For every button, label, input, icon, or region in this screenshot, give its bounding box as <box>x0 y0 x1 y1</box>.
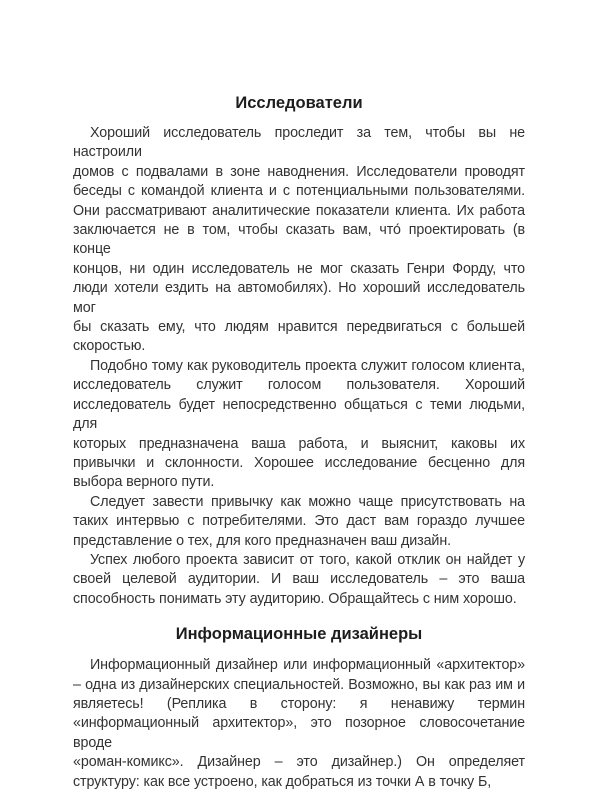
text-line: выбора верного пути. <box>73 474 215 491</box>
text-line: привычки и склонности. Хорошее исследование бесценно для <box>73 454 525 471</box>
page-content <box>73 92 525 792</box>
text-line: представление о тех, для кого предназначен ваш дизайн. <box>73 532 451 549</box>
paragraph <box>73 551 525 609</box>
text-line: своей целевой аудитории. И ваш исследователь – это ваша <box>73 571 525 588</box>
text-line: являетесь! (Реплика в сторону: я ненавижу термин <box>73 695 525 712</box>
text-line: заключается не в том, чтобы сказать вам, что́ проектировать (в конце <box>73 222 525 258</box>
text-line: которых предназначена ваша работа, и выяснит, каковы их <box>73 435 525 452</box>
paragraph <box>73 656 525 792</box>
paragraph <box>73 124 525 357</box>
text-line: структуру: как все устроено, как добраться из точки А в точку Б, <box>73 773 492 790</box>
text-line: люди хотели ездить на автомобилях). Но хороший исследователь мог <box>73 280 525 316</box>
text-line: бы сказать ему, что людям нравится передвигаться с большей <box>73 319 525 336</box>
text-line: Информационный дизайнер или информационный «архитектор» <box>90 657 525 674</box>
paragraph <box>73 493 525 551</box>
text-line: «информационный архитектор», это позорное словосочетание вроде <box>73 715 525 751</box>
text-line: исследователь будет непосредственно общаться с теми людьми, для <box>73 396 525 433</box>
section-heading: Информационные дизайнеры <box>175 625 423 644</box>
text-line: Подобно тому как руководитель проекта служит голосом клиента, <box>90 357 525 374</box>
text-line: беседы с командой клиента и с потенциальными пользователями. <box>73 183 525 200</box>
text-line: Они рассматривают аналитические показатели клиента. Их работа <box>73 202 525 219</box>
section-heading: Исследователи <box>235 94 363 112</box>
text-line: исследователь служит голосом пользователя. Хороший <box>73 377 525 394</box>
paragraph <box>73 357 525 493</box>
text-line: таких интервью с потребителями. Это даст вам гораздо лучшее <box>73 513 525 530</box>
text-line: «роман-комикс». Дизайнер – это дизайнер.) Он определяет <box>73 754 525 771</box>
text-line: Следует завести привычку как можно чаще присутствовать на <box>90 493 525 510</box>
text-line: скоростью. <box>73 338 146 355</box>
text-line: Хороший исследователь проследит за тем, чтобы вы не настроили <box>73 125 525 161</box>
text-line: домов с подвалами в зоне наводнения. Исследователи проводят <box>73 163 525 180</box>
text-line: концов, ни один исследователь не мог сказать Генри Форду, что <box>73 260 525 277</box>
text-line: способность понимать эту аудиторию. Обращайтесь с ним хорошо. <box>73 590 517 607</box>
text-line: Успех любого проекта зависит от того, какой отклик он найдет у <box>90 551 525 568</box>
text-line: – одна из дизайнерских специальностей. Возможно, вы как раз им и <box>73 676 525 693</box>
